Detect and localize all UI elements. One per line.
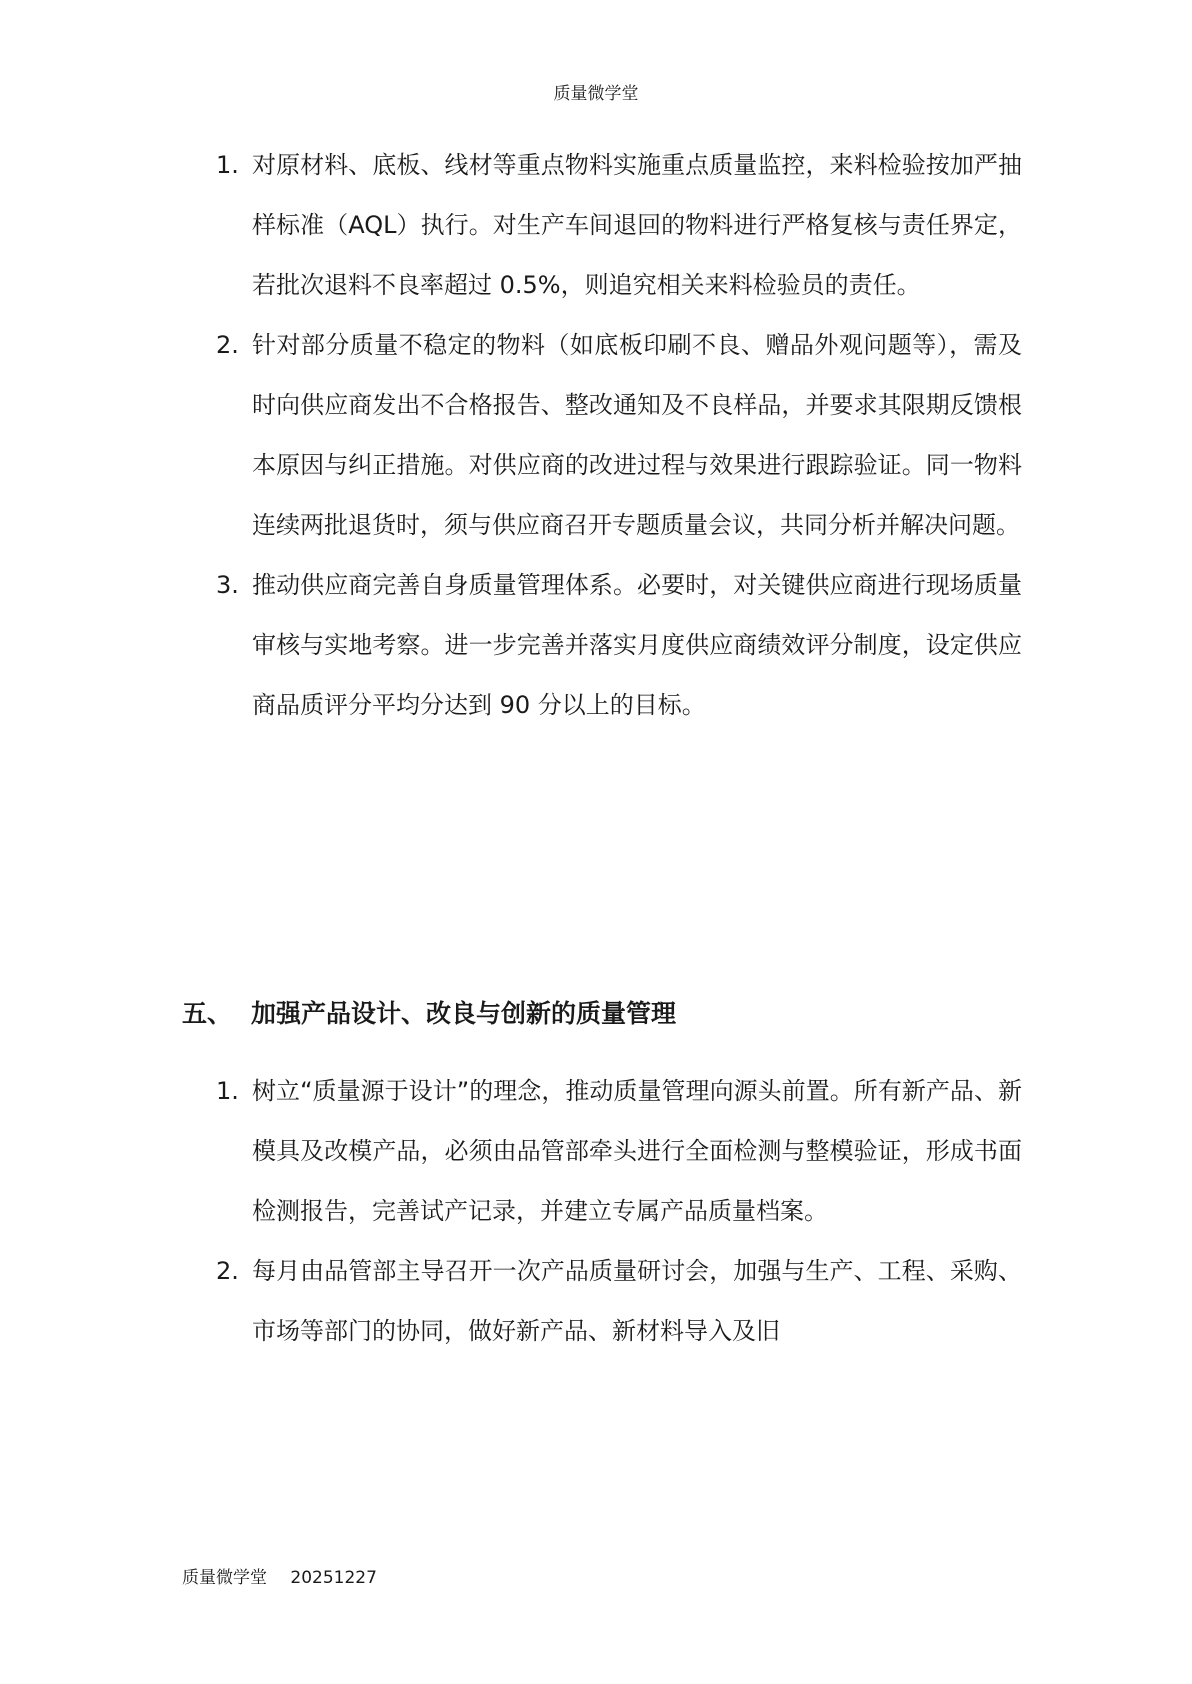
footer-date: 20251227 xyxy=(290,1568,377,1588)
list-item xyxy=(0,555,1192,735)
list-item xyxy=(0,135,1192,315)
section-heading xyxy=(0,994,1192,1034)
list-section-a xyxy=(0,135,1192,735)
list-item-text: 每月由品管部主导召开一次产品质量研讨会，加强与生产、工程、采购、市场等部门的协同，做好新产品、新材料导入及旧 xyxy=(252,1257,1022,1345)
list-item-text: 推动供应商完善自身质量管理体系。必要时，对关键供应商进行现场质量审核与实地考察。进一步完善并落实月度供应商绩效评分制度，设定供应商品质评分平均分达到 90 分以上的目标。 xyxy=(252,571,1022,719)
section-heading-number: 五、 xyxy=(182,999,233,1028)
list-section-b-main xyxy=(0,1061,1192,1361)
section-heading-title: 加强产品设计、改良与创新的质量管理 xyxy=(251,999,677,1028)
list-item-number: 1. xyxy=(216,151,239,179)
page-header: 质量微学堂 xyxy=(553,84,639,104)
list-item-text: 针对部分质量不稳定的物料（如底板印刷不良、赠品外观问题等），需及时向供应商发出不合格报告、整改通知及不良样品，并要求其限期反馈根本原因与纠正措施。对供应商的改进过程与效果进行跟踪验证。同一物料连续两批退货时，须与供应商召开专题质量会议，共同分析并解决问题。 xyxy=(252,331,1022,539)
list-item-number: 1. xyxy=(216,1077,239,1105)
list-item xyxy=(0,315,1192,555)
page-footer xyxy=(182,1566,377,1590)
list-item-number: 2. xyxy=(216,1257,239,1285)
list-item xyxy=(0,1061,1192,1241)
list-item-number: 3. xyxy=(216,571,239,599)
footer-brand: 质量微学堂 xyxy=(182,1568,267,1588)
list-item-text: 树立“质量源于设计”的理念，推动质量管理向源头前置。所有新产品、新模具及改模产品，必须由品管部牵头进行全面检测与整模验证，形成书面检测报告，完善试产记录，并建立专属产品质量档案。 xyxy=(252,1077,1022,1225)
list-item-number: 2. xyxy=(216,331,239,359)
list-item-text: 对原材料、底板、线材等重点物料实施重点质量监控，来料检验按加严抽样标准（AQL）执行。对生产车间退回的物料进行严格复核与责任界定，若批次退料不良率超过 0.5%，则追究相关来料检验员的责任。 xyxy=(252,151,1022,299)
list-item xyxy=(0,1241,1192,1361)
